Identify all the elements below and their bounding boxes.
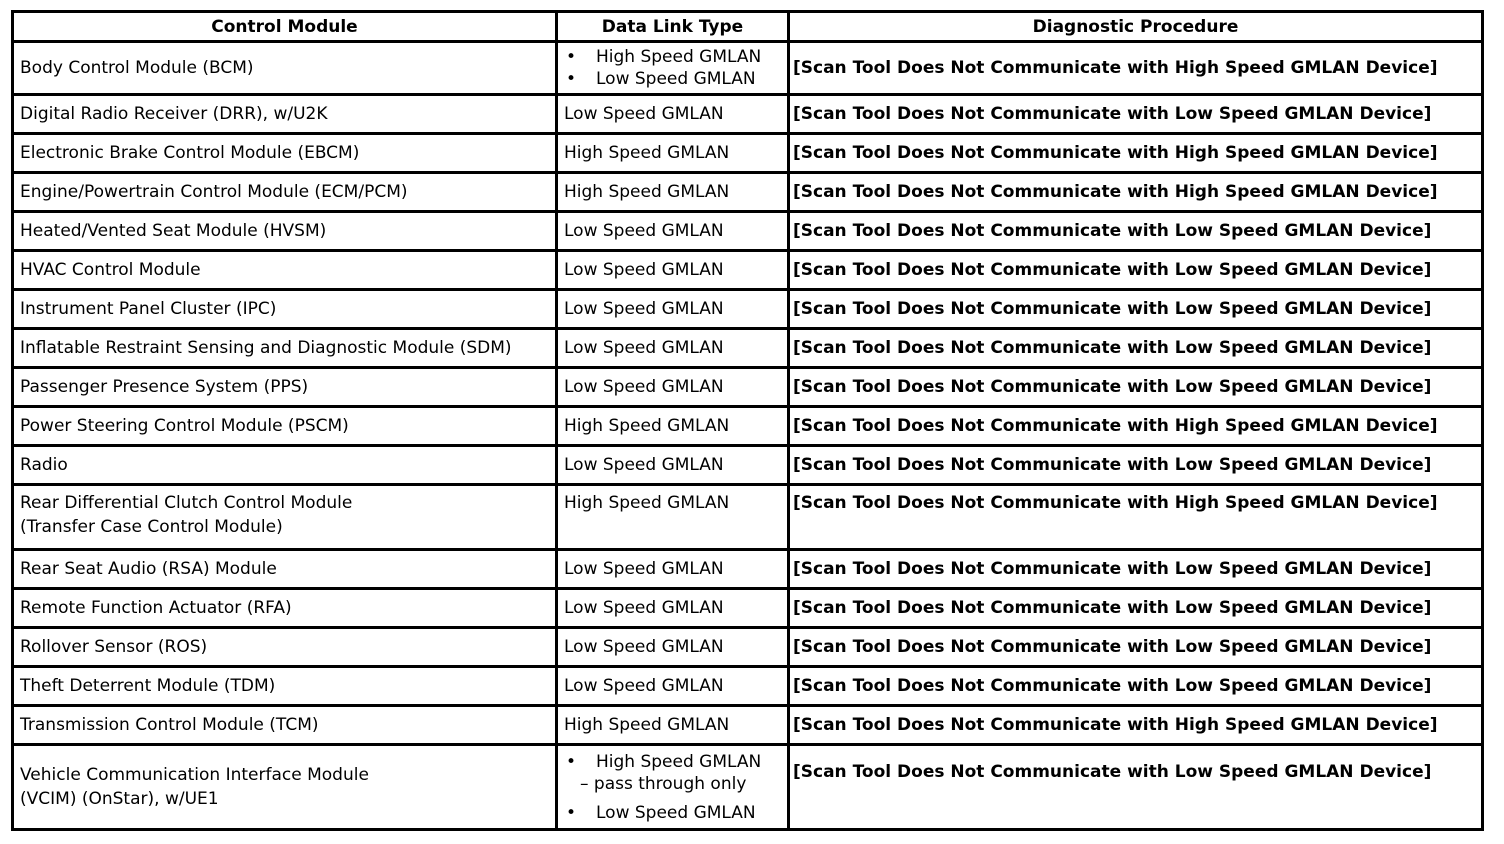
control-module-name: Rollover Sensor (ROS) — [20, 637, 208, 657]
data-link-type: Low Speed GMLAN — [564, 598, 724, 618]
bullet-icon: • — [566, 47, 577, 67]
data-link-type: High Speed GMLAN — [564, 416, 730, 436]
data-link-type: High Speed GMLAN — [564, 143, 730, 163]
diagnostic-procedure-link[interactable]: [Scan Tool Does Not Communicate with Low Speed GMLAN Device] — [789, 368, 1483, 407]
control-module-name: Body Control Module (BCM) — [20, 58, 254, 78]
control-module-name: Vehicle Communication Interface Module — [20, 765, 369, 785]
data-link-type-item — [564, 802, 787, 824]
diagnostic-procedure-link[interactable]: [Scan Tool Does Not Communicate with Low Speed GMLAN Device] — [789, 212, 1483, 251]
control-module-cell — [13, 550, 557, 589]
control-module-cell — [13, 706, 557, 745]
data-link-type-cell — [557, 251, 789, 290]
data-link-type-cell — [557, 290, 789, 329]
module-data-link-table — [11, 10, 1484, 831]
control-module-cell — [13, 290, 557, 329]
table-row — [13, 628, 1483, 667]
table-row — [13, 329, 1483, 368]
data-link-type: Low Speed GMLAN — [564, 260, 724, 280]
control-module-name: Digital Radio Receiver (DRR), w/U2K — [20, 104, 328, 124]
control-module-cell — [13, 589, 557, 628]
control-module-name: Radio — [20, 455, 68, 475]
control-module-name: Rear Differential Clutch Control Module — [20, 493, 353, 513]
table-row — [13, 446, 1483, 485]
table-row — [13, 667, 1483, 706]
bullet-icon: • — [566, 802, 577, 823]
control-module-name: Remote Function Actuator (RFA) — [20, 598, 292, 618]
table-row — [13, 745, 1483, 830]
diagnostic-procedure-link[interactable]: [Scan Tool Does Not Communicate with High Speed GMLAN Device] — [789, 407, 1483, 446]
control-module-cell — [13, 407, 557, 446]
data-link-type: Low Speed GMLAN — [596, 802, 756, 823]
data-link-type-cell — [557, 42, 789, 95]
table-row — [13, 485, 1483, 550]
bullet-icon: • — [566, 751, 577, 772]
data-link-type: High Speed GMLAN — [564, 182, 730, 202]
table-row — [13, 134, 1483, 173]
data-link-type-cell — [557, 550, 789, 589]
data-link-type-cell — [557, 407, 789, 446]
data-link-type-cell — [557, 329, 789, 368]
data-link-type-note: – pass through only — [580, 773, 747, 794]
control-module-name: Electronic Brake Control Module (EBCM) — [20, 143, 360, 163]
diagnostic-procedure-link[interactable]: [Scan Tool Does Not Communicate with Low Speed GMLAN Device] — [789, 667, 1483, 706]
data-link-type: Low Speed GMLAN — [564, 377, 724, 397]
data-link-type: High Speed GMLAN — [564, 715, 730, 735]
diagnostic-procedure-link[interactable]: [Scan Tool Does Not Communicate with High Speed GMLAN Device] — [789, 173, 1483, 212]
control-module-name: Transmission Control Module (TCM) — [20, 715, 319, 735]
diagnostic-procedure-link[interactable]: [Scan Tool Does Not Communicate with Low Speed GMLAN Device] — [789, 446, 1483, 485]
data-link-type-cell — [557, 446, 789, 485]
diagnostic-procedure-link[interactable]: [Scan Tool Does Not Communicate with Low Speed GMLAN Device] — [789, 290, 1483, 329]
header-row — [13, 12, 1483, 42]
data-link-type-cell — [557, 173, 789, 212]
table-body — [13, 42, 1483, 830]
table-row — [13, 550, 1483, 589]
control-module-cell — [13, 329, 557, 368]
control-module-cell — [13, 95, 557, 134]
control-module-name: Theft Deterrent Module (TDM) — [20, 676, 276, 696]
data-link-type: Low Speed GMLAN — [564, 637, 724, 657]
table-row — [13, 290, 1483, 329]
control-module-cell — [13, 368, 557, 407]
header-data-link-type: Data Link Type — [557, 12, 789, 42]
diagnostic-procedure-link[interactable]: [Scan Tool Does Not Communicate with Low Speed GMLAN Device] — [789, 251, 1483, 290]
data-link-type-cell — [557, 95, 789, 134]
control-module-name: Instrument Panel Cluster (IPC) — [20, 299, 277, 319]
control-module-name: (VCIM) (OnStar), w/UE1 — [20, 789, 219, 809]
data-link-type-cell — [557, 485, 789, 550]
control-module-cell — [13, 42, 557, 95]
data-link-type-cell — [557, 667, 789, 706]
diagnostic-procedure-link[interactable]: [Scan Tool Does Not Communicate with High Speed GMLAN Device] — [789, 706, 1483, 745]
control-module-name: Rear Seat Audio (RSA) Module — [20, 559, 277, 579]
control-module-name: Engine/Powertrain Control Module (ECM/PCM) — [20, 182, 408, 202]
table-row — [13, 212, 1483, 251]
diagnostic-procedure-link[interactable]: [Scan Tool Does Not Communicate with Low Speed GMLAN Device] — [789, 745, 1483, 830]
control-module-cell — [13, 212, 557, 251]
control-module-cell — [13, 485, 557, 550]
control-module-name: Inflatable Restraint Sensing and Diagnostic Module (SDM) — [20, 338, 512, 358]
header-diagnostic-procedure: Diagnostic Procedure — [789, 12, 1483, 42]
data-link-type: Low Speed GMLAN — [564, 559, 724, 579]
data-link-type: Low Speed GMLAN — [564, 299, 724, 319]
diagnostic-procedure-link[interactable]: [Scan Tool Does Not Communicate with Low Speed GMLAN Device] — [789, 95, 1483, 134]
data-link-type: Low Speed GMLAN — [564, 104, 724, 124]
table-row — [13, 251, 1483, 290]
table-row — [13, 407, 1483, 446]
control-module-cell — [13, 173, 557, 212]
data-link-type: High Speed GMLAN — [596, 47, 762, 67]
control-module-cell — [13, 667, 557, 706]
data-link-type-cell — [557, 628, 789, 667]
data-link-type: Low Speed GMLAN — [564, 676, 724, 696]
control-module-cell — [13, 628, 557, 667]
data-link-type-list — [564, 751, 787, 824]
table-row — [13, 706, 1483, 745]
data-link-type: Low Speed GMLAN — [564, 455, 724, 475]
control-module-name: Passenger Presence System (PPS) — [20, 377, 309, 397]
diagnostic-procedure-link[interactable]: [Scan Tool Does Not Communicate with Low Speed GMLAN Device] — [789, 550, 1483, 589]
data-link-type-cell — [557, 745, 789, 830]
diagnostic-procedure-link[interactable]: [Scan Tool Does Not Communicate with High Speed GMLAN Device] — [789, 134, 1483, 173]
table-row — [13, 589, 1483, 628]
data-link-type-item — [564, 751, 787, 795]
diagnostic-procedure-link[interactable]: [Scan Tool Does Not Communicate with Low Speed GMLAN Device] — [789, 628, 1483, 667]
control-module-cell — [13, 745, 557, 830]
data-link-type: High Speed GMLAN — [564, 493, 730, 513]
data-link-type-list — [564, 46, 787, 90]
control-module-name: Heated/Vented Seat Module (HVSM) — [20, 221, 327, 241]
table-row — [13, 42, 1483, 95]
table-row — [13, 173, 1483, 212]
data-link-type-cell — [557, 212, 789, 251]
control-module-name: HVAC Control Module — [20, 260, 201, 280]
table-row — [13, 368, 1483, 407]
control-module-cell — [13, 251, 557, 290]
control-module-name: (Transfer Case Control Module) — [20, 517, 283, 537]
data-link-type-item — [564, 68, 787, 90]
data-link-type-cell — [557, 589, 789, 628]
bullet-icon: • — [566, 69, 577, 89]
control-module-name: Power Steering Control Module (PSCM) — [20, 416, 349, 436]
data-link-type-cell — [557, 368, 789, 407]
data-link-type-item — [564, 46, 787, 68]
diagnostic-procedure-link[interactable]: [Scan Tool Does Not Communicate with Low Speed GMLAN Device] — [789, 329, 1483, 368]
diagnostic-procedure-link[interactable]: [Scan Tool Does Not Communicate with Low Speed GMLAN Device] — [789, 589, 1483, 628]
data-link-type-cell — [557, 134, 789, 173]
header-control-module: Control Module — [13, 12, 557, 42]
data-link-type-cell — [557, 706, 789, 745]
data-link-type: Low Speed GMLAN — [596, 69, 756, 89]
control-module-cell — [13, 134, 557, 173]
data-link-type: Low Speed GMLAN — [564, 338, 724, 358]
table-row — [13, 95, 1483, 134]
diagnostic-procedure-link[interactable]: [Scan Tool Does Not Communicate with High Speed GMLAN Device] — [789, 42, 1483, 95]
data-link-type: Low Speed GMLAN — [564, 221, 724, 241]
control-module-cell — [13, 446, 557, 485]
data-link-type: High Speed GMLAN — [596, 751, 762, 772]
diagnostic-procedure-link[interactable]: [Scan Tool Does Not Communicate with High Speed GMLAN Device] — [789, 485, 1483, 550]
